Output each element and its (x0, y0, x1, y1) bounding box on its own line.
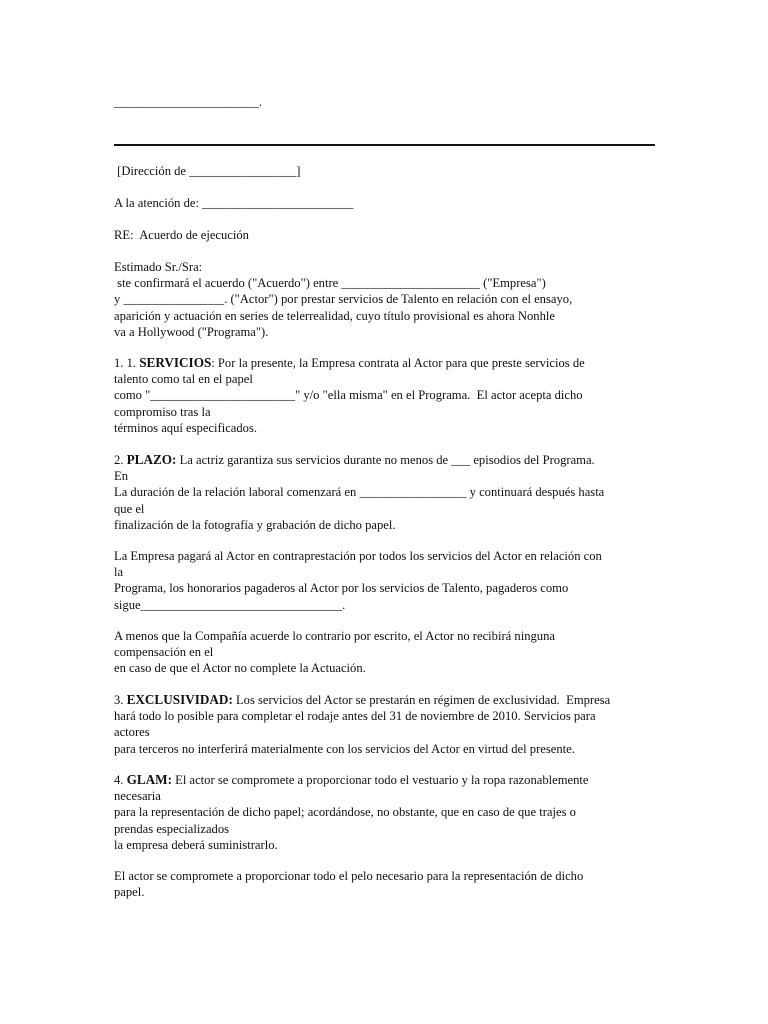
section-line: términos aquí especificados. (114, 420, 258, 435)
paragraph-line: A menos que la Compañía acuerde lo contrario por escrito, el Actor no recibirá ninguna (114, 629, 555, 643)
section-line: talento como tal en el papel (114, 372, 253, 387)
horizontal-rule (114, 144, 655, 146)
section-line (114, 452, 659, 468)
section-line (114, 355, 659, 371)
section-line (114, 692, 659, 708)
section-line: para la representación de dicho papel; acordándose, no obstante, que en caso de que trajes o (114, 805, 576, 820)
section-heading: SERVICIOS (139, 355, 212, 370)
section-line: La duración de la relación laboral comenzará en _________________ y continuará después hasta (114, 485, 605, 500)
attention-line: A la atención de: ________________________ (114, 196, 354, 210)
hair-paragraph (114, 868, 659, 900)
paragraph-line: Programa, los honorarios pagaderos al Actor por los servicios de Talento, pagaderos como (114, 581, 569, 596)
section-line: prendas especializados (114, 821, 230, 836)
section-number: 2. (114, 453, 127, 467)
section-text: : Por la presente, la Empresa contrata al Actor para que preste servicios de (211, 356, 585, 370)
section-line: como "_______________________" y/o "ella misma" en el Programa. El actor acepta dicho (114, 388, 583, 403)
intro-line: ste confirmará el acuerdo ("Acuerdo") entre ______________________ ("Empresa") (114, 276, 546, 291)
address-line: [Dirección de _________________] (114, 164, 301, 178)
re-line: RE: Acuerdo de ejecución (114, 228, 249, 242)
paragraph-line: sigue________________________________. (114, 597, 346, 612)
section-heading: GLAM: (126, 772, 173, 787)
section-line: para terceros no interferirá materialmente con los servicios del Actor en virtud del presente. (114, 741, 575, 756)
section-line: finalización de la fotografía y grabación de dicho papel. (114, 517, 396, 532)
section-glam (114, 772, 659, 853)
section-line: necesaria (114, 789, 161, 804)
section-number: 3. (114, 693, 127, 707)
section-line: compromiso tras la (114, 404, 211, 419)
section-text: El actor se compromete a proporcionar todo el vestuario y la ropa razonablemente (172, 773, 589, 787)
paragraph-line: papel. (114, 885, 145, 900)
section-text: La actriz garantiza sus servicios durante no menos de ___ episodios del Programa. (176, 453, 595, 467)
paragraph-line: El actor se compromete a proporcionar todo el pelo necesario para la representación de dicho (114, 869, 584, 883)
intro-line: aparición y actuación en series de telerrealidad, cuyo título provisional es ahora Nonhle (114, 308, 555, 323)
section-number: 1. 1. (114, 356, 140, 370)
date-line: _______________________. (114, 95, 262, 109)
intro-paragraph (114, 259, 659, 340)
section-line: la empresa deberá suministrarlo. (114, 837, 278, 852)
section-servicios (114, 355, 659, 436)
section-exclusividad (114, 692, 659, 757)
section-line: actores (114, 725, 150, 740)
section-line: En (114, 469, 128, 484)
payment-paragraph (114, 548, 659, 613)
section-line: hará todo lo posible para completar el rodaje antes del 31 de noviembre de 2010. Servicios para (114, 709, 596, 724)
section-text: Los servicios del Actor se prestarán en régimen de exclusividad. Empresa (232, 693, 611, 707)
section-line (114, 772, 659, 788)
unless-paragraph (114, 628, 659, 677)
section-number: 4. (114, 773, 127, 787)
paragraph-line: La Empresa pagará al Actor en contraprestación por todos los servicios del Actor en relación con (114, 549, 602, 563)
paragraph-line: compensación en el (114, 645, 214, 660)
salutation: Estimado Sr./Sra: (114, 260, 203, 274)
section-line: que el (114, 501, 145, 516)
intro-line: va a Hollywood ("Programa"). (114, 324, 269, 339)
intro-line: y ________________. ("Actor") por prestar servicios de Talento en relación con el ensayo, (114, 292, 573, 307)
paragraph-line: la (114, 565, 124, 580)
section-heading: EXCLUSIVIDAD: (126, 692, 233, 707)
section-plazo (114, 452, 659, 533)
paragraph-line: en caso de que el Actor no complete la Actuación. (114, 661, 366, 676)
section-heading: PLAZO: (126, 452, 177, 467)
